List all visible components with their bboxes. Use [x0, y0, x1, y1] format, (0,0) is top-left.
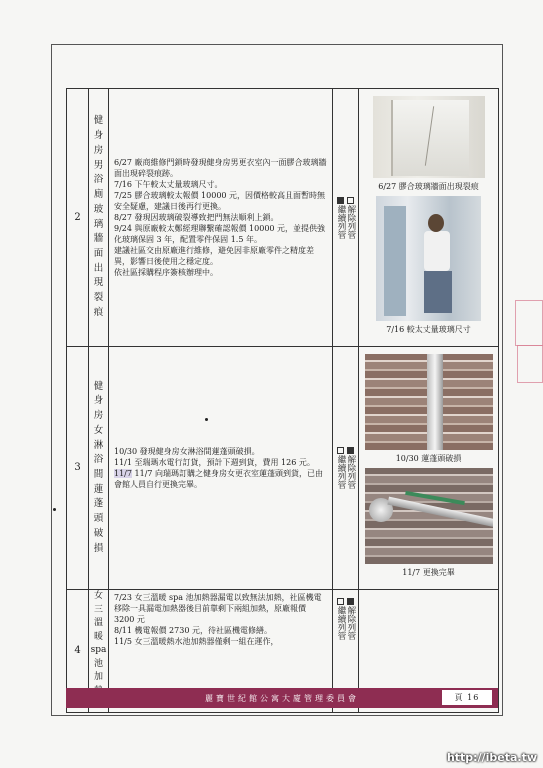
checkbox-release [347, 447, 354, 454]
footer-bar [66, 688, 498, 708]
checkbox-continue [337, 197, 344, 204]
description: 10/30 發現健身房女淋浴間蓮蓬頭破損。 11/1 至瑞瑪水電行訂貨，預計下週到貨，費用 126 元。 11/7 11/7 向瑞瑪訂購之健身房女更衣室蓮蓬頭到貨，已由會館人員自行更換完畢。 [109, 347, 333, 590]
checkbox-continue [337, 598, 344, 605]
photo-glass-wall-crack [373, 96, 485, 178]
photo-broken-showerhead [365, 354, 493, 450]
photo-measuring-glass [376, 196, 481, 321]
highlighted-date: 11/7 [114, 469, 132, 478]
maintenance-table [66, 88, 499, 713]
table-row [67, 89, 499, 347]
description: 6/27 廠商維修門鎖時發現健身房男更衣室內一面膠合玻璃牆面出現碎裂痕跡。 7/16 下午較太丈量玻璃尺寸。 7/25 膠合玻璃較太報價 10000 元，因價格較高且面暫時無安全疑慮，建議日後再行更換。 8/27 發現因玻璃破裂導致把門無法順利上鎖。 9/24 與原廠較太鄭經理聯繫確認報價 10000 元，並提供強化玻璃保固 3 年，配置零件保固 1.5 年。 建議社區交由原廠進行維修，避免因非原廠零件之精度差異，影響日後使用之穩定度。 依社區採購程序簽核辦理中。 [109, 89, 333, 347]
stray-mark [53, 508, 56, 511]
checkbox-release [347, 197, 354, 204]
item-name: 健 身 房 男 浴 廁 玻 璃 牆 面 出 現 裂 痕 [89, 89, 109, 347]
status-cell: 繼續列管 解除列管 [333, 590, 359, 713]
photo-caption: 7/16 較太丈量玻璃尺寸 [386, 325, 471, 334]
photo-cell [359, 347, 499, 590]
stray-mark [205, 418, 208, 421]
footer-title: 麗寶世紀館公寓大廈管理委員會 [205, 693, 359, 703]
description: 7/23 女三溫暖 spa 池加熱器漏電以致無法加熱，社區機電移除一具漏電加熱器後目前靠剩下兩組加熱，原廠報價 3200 元 8/11 機電報價 2730 元，待社區機電修繕。 11/5 女三溫暖熱水池加熱器僅剩一組在運作， [109, 590, 333, 713]
item-name: 女 三 溫 暖 spa 池 加 [89, 590, 109, 713]
status-cell: 繼續列管 解除列管 [333, 89, 359, 347]
row-number: 3 [67, 347, 89, 590]
page-number: 頁 16 [442, 690, 492, 705]
photo-caption: 11/7 更換完畢 [402, 568, 455, 577]
photo-cell [359, 89, 499, 347]
row-number: 4 [67, 590, 89, 713]
checkbox-release [347, 598, 354, 605]
seal-stamp-bottom [517, 345, 543, 383]
table-row [67, 347, 499, 590]
watermark: http://ibeta.tw [446, 751, 537, 764]
checkbox-continue [337, 447, 344, 454]
photo-caption: 10/30 蓮蓬頭破損 [395, 453, 462, 463]
seal-stamp-top [515, 300, 543, 346]
status-cell: 繼續列管 解除列管 [333, 347, 359, 590]
item-name: 健 身 房 女 淋 浴 間 蓮 蓬 頭 破 損 [89, 347, 109, 590]
row-number: 2 [67, 89, 89, 347]
photo-replaced-showerhead [365, 468, 493, 564]
photo-caption: 6/27 膠合玻璃牆面出現裂痕 [378, 181, 479, 191]
